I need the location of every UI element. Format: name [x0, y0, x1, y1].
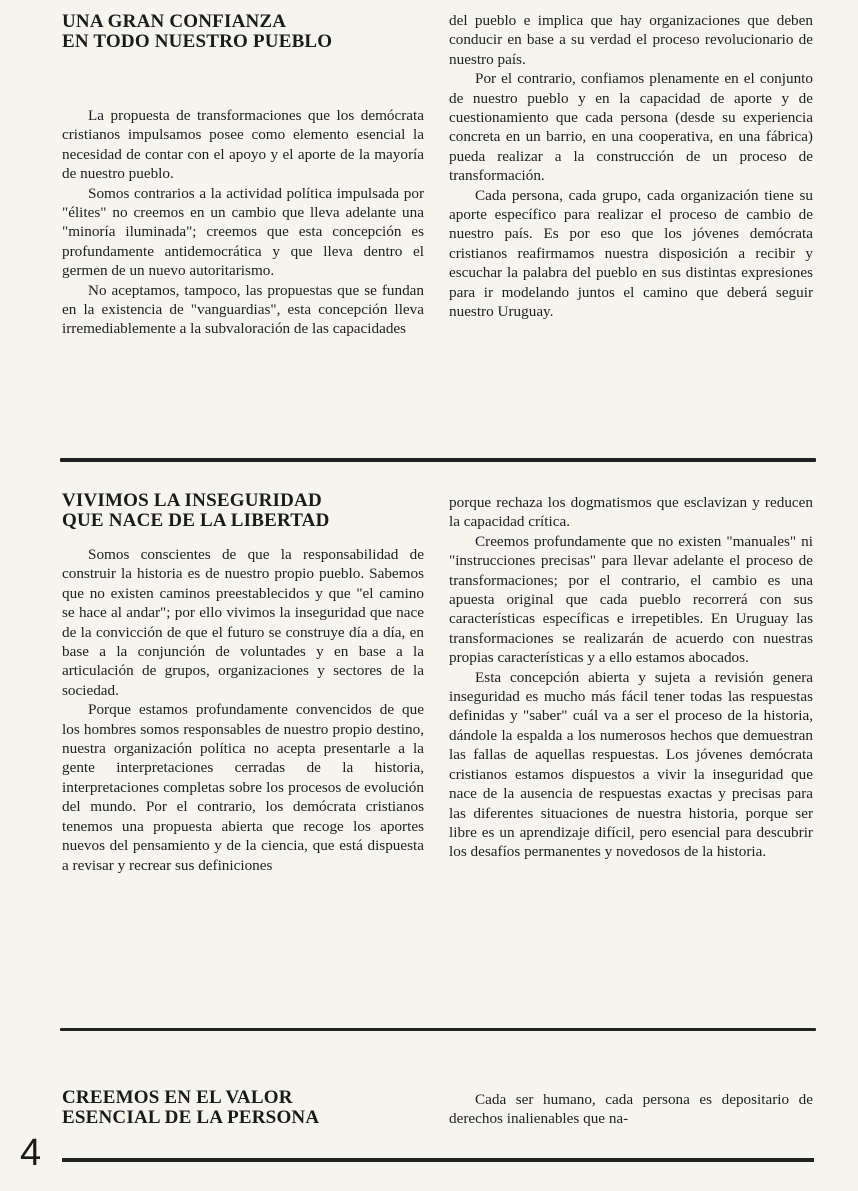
paragraph: Somos conscientes de que la responsabilidad de construir la historia es de nuestro propio pueblo. Sabemos que no existen caminos preestablecidos y que "el camino se hace al andar"; por ello vivimos la inseguridad que nace de la convicción de que el futuro se construye día a día, en base a la conjunción de voluntades y en base a la articulación de grupos, organizaciones y sectores de la sociedad.: [62, 546, 424, 699]
paragraph: No aceptamos, tampoco, las propuestas que se fundan en la existencia de "vanguardias", esta concepción lleva irremediablemente a la subvaloración de las capacidades: [62, 281, 424, 338]
paragraph: Porque estamos profundamente convencidos de que los hombres somos responsables de nuestro propio destino, nuestra organización política no acepta presentarle a la gente interpretaciones cerradas de la historia, interpretaciones completas sobre los procesos de evolución del mundo. Por el contrario, los demócrata cristianos tenemos una propuesta abierta que recoge los aportes nuevos del pensamiento y de la ciencia, que está dispuesta a revisar y recrear sus definiciones: [62, 701, 424, 874]
section1-title-line1: UNA GRAN CONFIANZA: [62, 11, 287, 32]
section3-right-column: [449, 1090, 813, 1129]
section3-title-line1: CREEMOS EN EL VALOR: [62, 1087, 293, 1108]
section-divider: [60, 1028, 816, 1031]
section3-title: [62, 1088, 424, 1128]
paragraph: Somos contrarios a la actividad política impulsada por "élites" no creemos en un cambio que lleva adelante una "minoría iluminada"; creemos que esta concepción es profundamente antidemocrática y que lleva dentro el germen de un nuevo autoritarismo.: [62, 184, 424, 280]
paragraph: del pueblo e implica que hay organizaciones que deben conducir en base a su verdad el proceso revolucionario de nuestro país.: [449, 12, 813, 68]
paragraph: Cada ser humano, cada persona es depositario de derechos inalienables que na-: [449, 1091, 813, 1128]
section1-left-column: [62, 12, 424, 339]
section2-left-column: [62, 491, 424, 875]
section3-left-column: [62, 1088, 424, 1128]
page-number: 4: [20, 1132, 42, 1174]
section2-title-line2: QUE NACE DE LA LIBERTAD: [62, 510, 330, 531]
section-divider: [60, 458, 816, 462]
paragraph: La propuesta de transformaciones que los demócrata cristianos impulsamos posee como elemento esencial la necesidad de contar con el apoyo y el aporte de la mayoría de nuestro pueblo.: [62, 107, 424, 183]
paragraph: Cada persona, cada grupo, cada organización tiene su aporte específico para realizar el proceso de cambio de nuestro país. Es por eso que los jóvenes demócrata cristianos reafirmamos nuestra disposición a recibir y escuchar la palabra del pueblo en sus distintas expresiones para ir modelando juntos el camino que deberá seguir nuestro Uruguay.: [449, 186, 813, 321]
section2-title-line1: VIVIMOS LA INSEGURIDAD: [62, 490, 322, 511]
section2-right-column: [449, 493, 813, 862]
section2-title: [62, 491, 424, 531]
paragraph: Esta concepción abierta y sujeta a revisión genera inseguridad es mucho más fácil tener todas las respuestas definidas y "saber" cuál va a ser el proceso de la historia, dándole la espalda a los numerosos hechos que demuestran las fallas de aquellas respuestas. Los jóvenes demócrata cristianos estamos dispuestos a vivir la inseguridad que nace de la ausencia de respuestas exactas y precisas para las diferentes situaciones de nuestra historia, porque ser libre es un aprendizaje difícil, pero esencial para descubrir los desafíos permanentes y novedosos de la historia.: [449, 668, 813, 861]
footer-rule: [62, 1158, 814, 1162]
paragraph: Por el contrario, confiamos plenamente en el conjunto de nuestro pueblo y en la capacidad de aporte y de cuestionamiento que cada persona (desde su experiencia concreta en un barrio, en una cooperativa, en una fábrica) pueda realizar a la construcción de un proceso de transformación.: [449, 70, 813, 185]
paragraph: Creemos profundamente que no existen "manuales" ni "instrucciones precisas" para llevar adelante el proceso de transformaciones; por el contrario, el cambio es una apuesta original que cada pueblo recorrerá con sus características específicas e irrepetibles. En Uruguay las transformaciones se realizarán de acuerdo con nuestras propias características y a ello estamos abocados.: [449, 532, 813, 667]
paragraph: porque rechaza los dogmatismos que esclavizan y reducen la capacidad crítica.: [449, 494, 813, 531]
section3-title-line2: ESENCIAL DE LA PERSONA: [62, 1107, 320, 1128]
section1-title: [62, 12, 424, 52]
section1-right-column: [449, 11, 813, 322]
section1-title-line2: EN TODO NUESTRO PUEBLO: [62, 31, 333, 52]
